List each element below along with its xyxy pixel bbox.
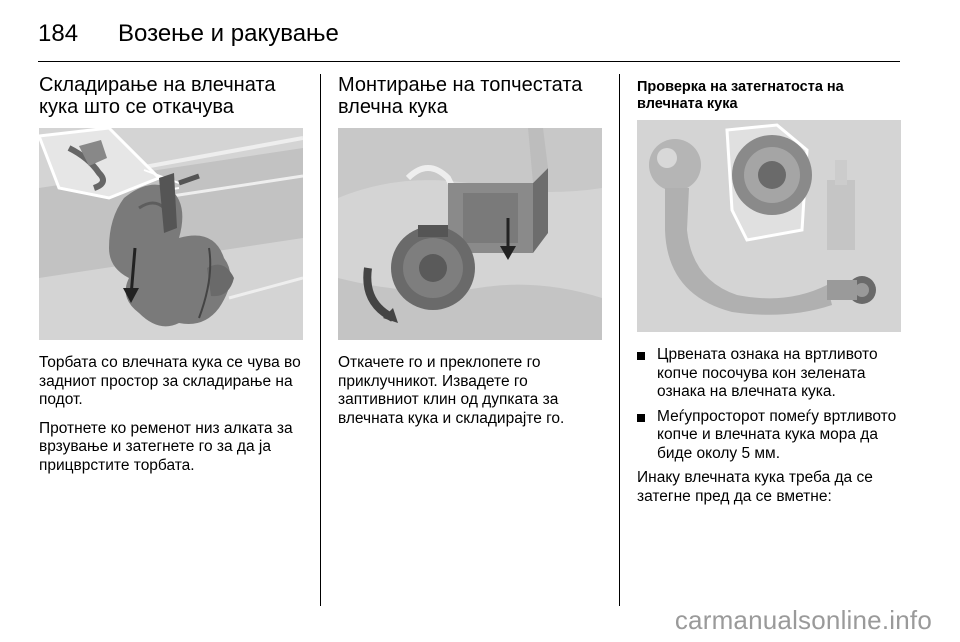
column-divider bbox=[619, 74, 620, 606]
column-divider bbox=[320, 74, 321, 606]
section-heading: Складирање на влечната кука што се откачува bbox=[39, 74, 276, 118]
section-heading: Монтирање на топчестата влечна кука bbox=[338, 74, 583, 118]
ball-hook-illustration bbox=[637, 120, 901, 332]
body-paragraph: Откачете го и преклопете го приклучникот. Извадете го заптивниот клин од дупката за влечната кука и складирајте го. bbox=[338, 354, 565, 427]
figure-socket bbox=[338, 128, 602, 340]
check-list bbox=[637, 346, 903, 463]
page-number: 184 bbox=[38, 20, 79, 47]
section-check-tension bbox=[637, 74, 903, 506]
page-header bbox=[38, 14, 900, 62]
bullet-square-icon bbox=[637, 414, 645, 422]
watermark: carmanualsonline.info bbox=[674, 605, 932, 635]
section-storage bbox=[39, 74, 305, 475]
storage-bag-illustration bbox=[39, 128, 303, 340]
section-heading: Проверка на затегнатоста на влечната кука bbox=[637, 79, 844, 112]
body-paragraph: Инаку влечната кука треба да се затегне пред да се вметне: bbox=[637, 469, 873, 505]
socket-illustration bbox=[338, 128, 602, 340]
body-paragraph: Протнете ко ременот низ алката за врзување и затегнете го за да ја прицврстите торбата. bbox=[39, 419, 293, 474]
figure-storage-bag bbox=[39, 128, 303, 340]
list-item: Црвената ознака на вртливото копче посочува кон зелената ознака на влечната кука. bbox=[637, 346, 903, 402]
list-item: Меѓупросторот помеѓу вртливото копче и влечната кука мора да биде околу 5 мм. bbox=[637, 408, 903, 464]
bullet-square-icon bbox=[637, 352, 645, 360]
section-mounting bbox=[338, 74, 604, 428]
figure-ball-hook bbox=[637, 120, 901, 332]
chapter-title: Возење и ракување bbox=[118, 20, 339, 47]
body-paragraph: Торбата со влечната кука се чува во задниот простор за складирање на подот. bbox=[39, 354, 301, 408]
